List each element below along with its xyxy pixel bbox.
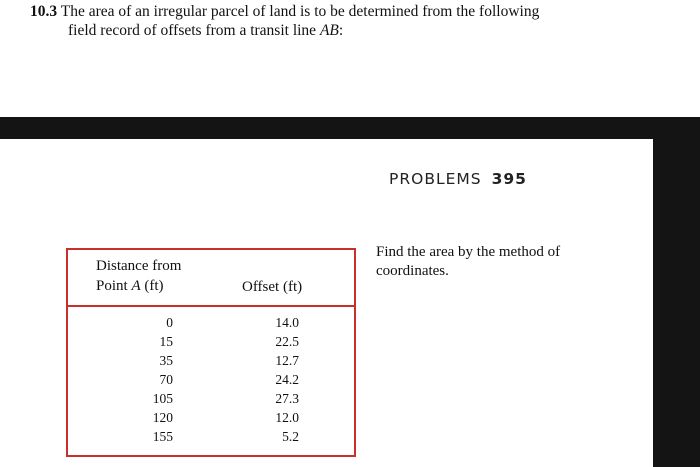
offset-cell: 5.2 xyxy=(282,429,299,444)
problem-text-colon: : xyxy=(338,22,344,39)
distance-header-unit: (ft) xyxy=(140,278,164,294)
offset-cell: 24.2 xyxy=(275,372,299,387)
offset-column xyxy=(254,313,299,446)
offset-cell: 27.3 xyxy=(275,391,299,406)
distance-cell: 105 xyxy=(152,391,173,406)
problem-statement xyxy=(30,2,650,40)
page-header-label: PROBLEMS xyxy=(389,170,482,188)
distance-cell: 35 xyxy=(159,353,173,368)
distance-header-line2 xyxy=(96,276,181,296)
dark-right-strip xyxy=(653,117,700,467)
offset-cell: 12.7 xyxy=(275,353,299,368)
page-header xyxy=(389,170,527,188)
distance-header-point-name: A xyxy=(131,278,141,294)
offset-cell: 12.0 xyxy=(275,410,299,425)
distance-cell: 15 xyxy=(159,334,173,349)
distance-header-line1: Distance from xyxy=(96,258,182,274)
distance-column-header xyxy=(96,256,181,296)
distance-header-point: Point xyxy=(96,278,132,294)
offsets-table xyxy=(66,248,356,457)
offset-cell: 14.0 xyxy=(275,315,299,330)
offset-column-header: Offset (ft) xyxy=(242,279,303,295)
transit-line-name: AB xyxy=(319,22,339,39)
distance-column xyxy=(128,313,173,446)
page-number: 395 xyxy=(491,170,527,188)
distance-cell: 0 xyxy=(166,315,173,330)
header-divider xyxy=(68,305,354,307)
problem-text-line2: field record of offsets from a transit line xyxy=(68,22,320,39)
problem-number: 10.3 xyxy=(30,3,58,20)
distance-cell: 120 xyxy=(152,410,173,425)
instruction-text: Find the area by the method of coordinates. xyxy=(376,244,561,279)
dark-band xyxy=(0,117,700,139)
problem-text-line1: The area of an irregular parcel of land is to be determined from the following xyxy=(60,3,540,20)
distance-cell: 155 xyxy=(152,429,173,444)
distance-cell: 70 xyxy=(159,372,173,387)
offset-cell: 22.5 xyxy=(275,334,299,349)
